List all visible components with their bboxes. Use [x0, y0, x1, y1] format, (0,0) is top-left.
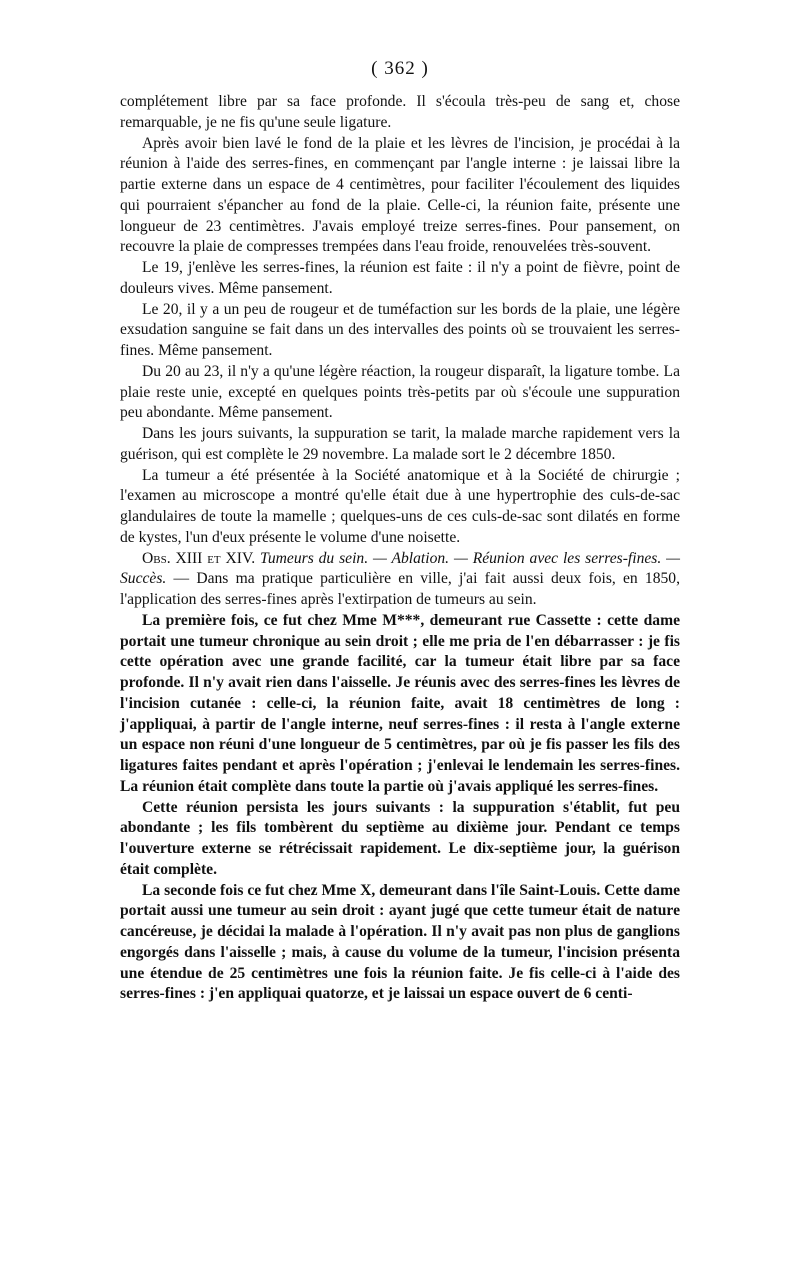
observation-title: Tumeurs du sein. — Ablation. — Réunion avec les serres-fines. — Succès.: [120, 549, 680, 588]
paragraph-day-19: Le 19, j'enlève les serres-fines, la réunion est faite : il n'y a point de fièvre, point de douleurs vives. Même pansement.: [120, 259, 680, 297]
paragraph-day-20: Le 20, il y a un peu de rougeur et de tuméfaction sur les bords de la plaie, une légère exsudation sanguine se fait dans un des intervalles des points où se trouvaient les serres-fines. Même pansement.: [120, 300, 680, 359]
page-number: ( 362 ): [371, 58, 429, 79]
paragraph-continuation: complétement libre par sa face profonde. Il s'écoula très-peu de sang et, chose remarquable, je ne fis qu'une seule ligature.: [120, 93, 680, 131]
paragraph-second-case: La seconde fois ce fut chez Mme X, demeurant dans l'île Saint-Louis. Cette dame portait aussi une tumeur au sein droit : ayant jugé que cette tumeur était de nature cancéreuse, je décidai la malade à l'opération. Il n'y avait pas non plus de ganglions engorgés dans l'aisselle ; mais, à cause du volume de la tumeur, l'incision présenta une étendue de 25 centimètres une fois la réunion faite. Je fis celle-ci à l'aide des serres-fines : j'en appliquai quatorze, et je laissai un espace ouvert de 6 centi-: [120, 881, 680, 1003]
paragraph-tumor-exam: La tumeur a été présentée à la Société anatomique et à la Société de chirurgie ; l'examen au microscope a montré qu'elle était due à une hypertrophie des culs-de-sac glandulaires de toute la mamelle ; quelques-uns de ces culs-de-sac sont dilatés en forme de kystes, l'un d'eux présente le volume d'une noisette.: [120, 466, 680, 546]
observation-heading: [120, 549, 680, 611]
paragraph-day-20-23: Du 20 au 23, il n'y a qu'une légère réaction, la rougeur disparaît, la ligature tombe. La plaie reste unie, excepté en quelques points très-petits par où s'écoule une suppuration peu abondante. Même pansement.: [120, 362, 680, 422]
observation-text: — Dans ma pratique particulière en ville, j'ai fait aussi deux fois, en 1850, l'application des serres-fines après l'extirpation de tumeurs au sein.: [120, 570, 680, 608]
paragraph-healing: Cette réunion persista les jours suivants : la suppuration s'établit, fut peu abondante ; les fils tombèrent du septième au dixième jour. Pendant ce temps l'ouverture externe se rétrécissait rapidement. Le dix-septième jour, la guérison était complète.: [120, 798, 680, 878]
page-body: [120, 92, 680, 1005]
observation-label: Obs. XIII et XIV.: [142, 549, 256, 567]
paragraph-first-case: La première fois, ce fut chez Mme M***, demeurant rue Cassette : cette dame portait une tumeur chronique au sein droit ; elle me pria de l'en débarrasser : je fis cette opération avec une grande facilité, car la tumeur était libre par sa face profonde. Il n'y avait rien dans l'aisselle. Je réunis avec des serres-fines les lèvres de l'incision cutanée : celle-ci, la réunion faite, avait 18 centimètres de long : j'appliquai, à partir de l'angle interne, neuf serres-fines : il resta à l'angle externe un espace non réuni d'une longueur de 5 centimètres, par où je fis passer les fils des ligatures faites pendant et après l'opération ; j'enlevai le lendemain les serres-fines. La réunion était complète dans toute la partie où j'avais appliqué les serres-fines.: [120, 611, 680, 795]
paragraph-following-days: Dans les jours suivants, la suppuration se tarit, la malade marche rapidement vers la guérison, qui est complète le 29 novembre. La malade sort le 2 décembre 1850.: [120, 425, 680, 463]
paragraph-reunion: Après avoir bien lavé le fond de la plaie et les lèvres de l'incision, je procédai à la réunion à l'aide des serres-fines, en commençant par l'angle interne : je laissai libre la partie externe dans un espace de 4 centimètres, pour faciliter l'écoulement des liquides qui pourraient s'épancher au fond de la plaie. Celle-ci, la réunion faite, présente une longueur de 23 centimètres. J'avais employé treize serres-fines. Pour pansement, on recouvre la plaie de compresses trempées dans l'eau froide, renouvelées très-souvent.: [120, 134, 680, 256]
